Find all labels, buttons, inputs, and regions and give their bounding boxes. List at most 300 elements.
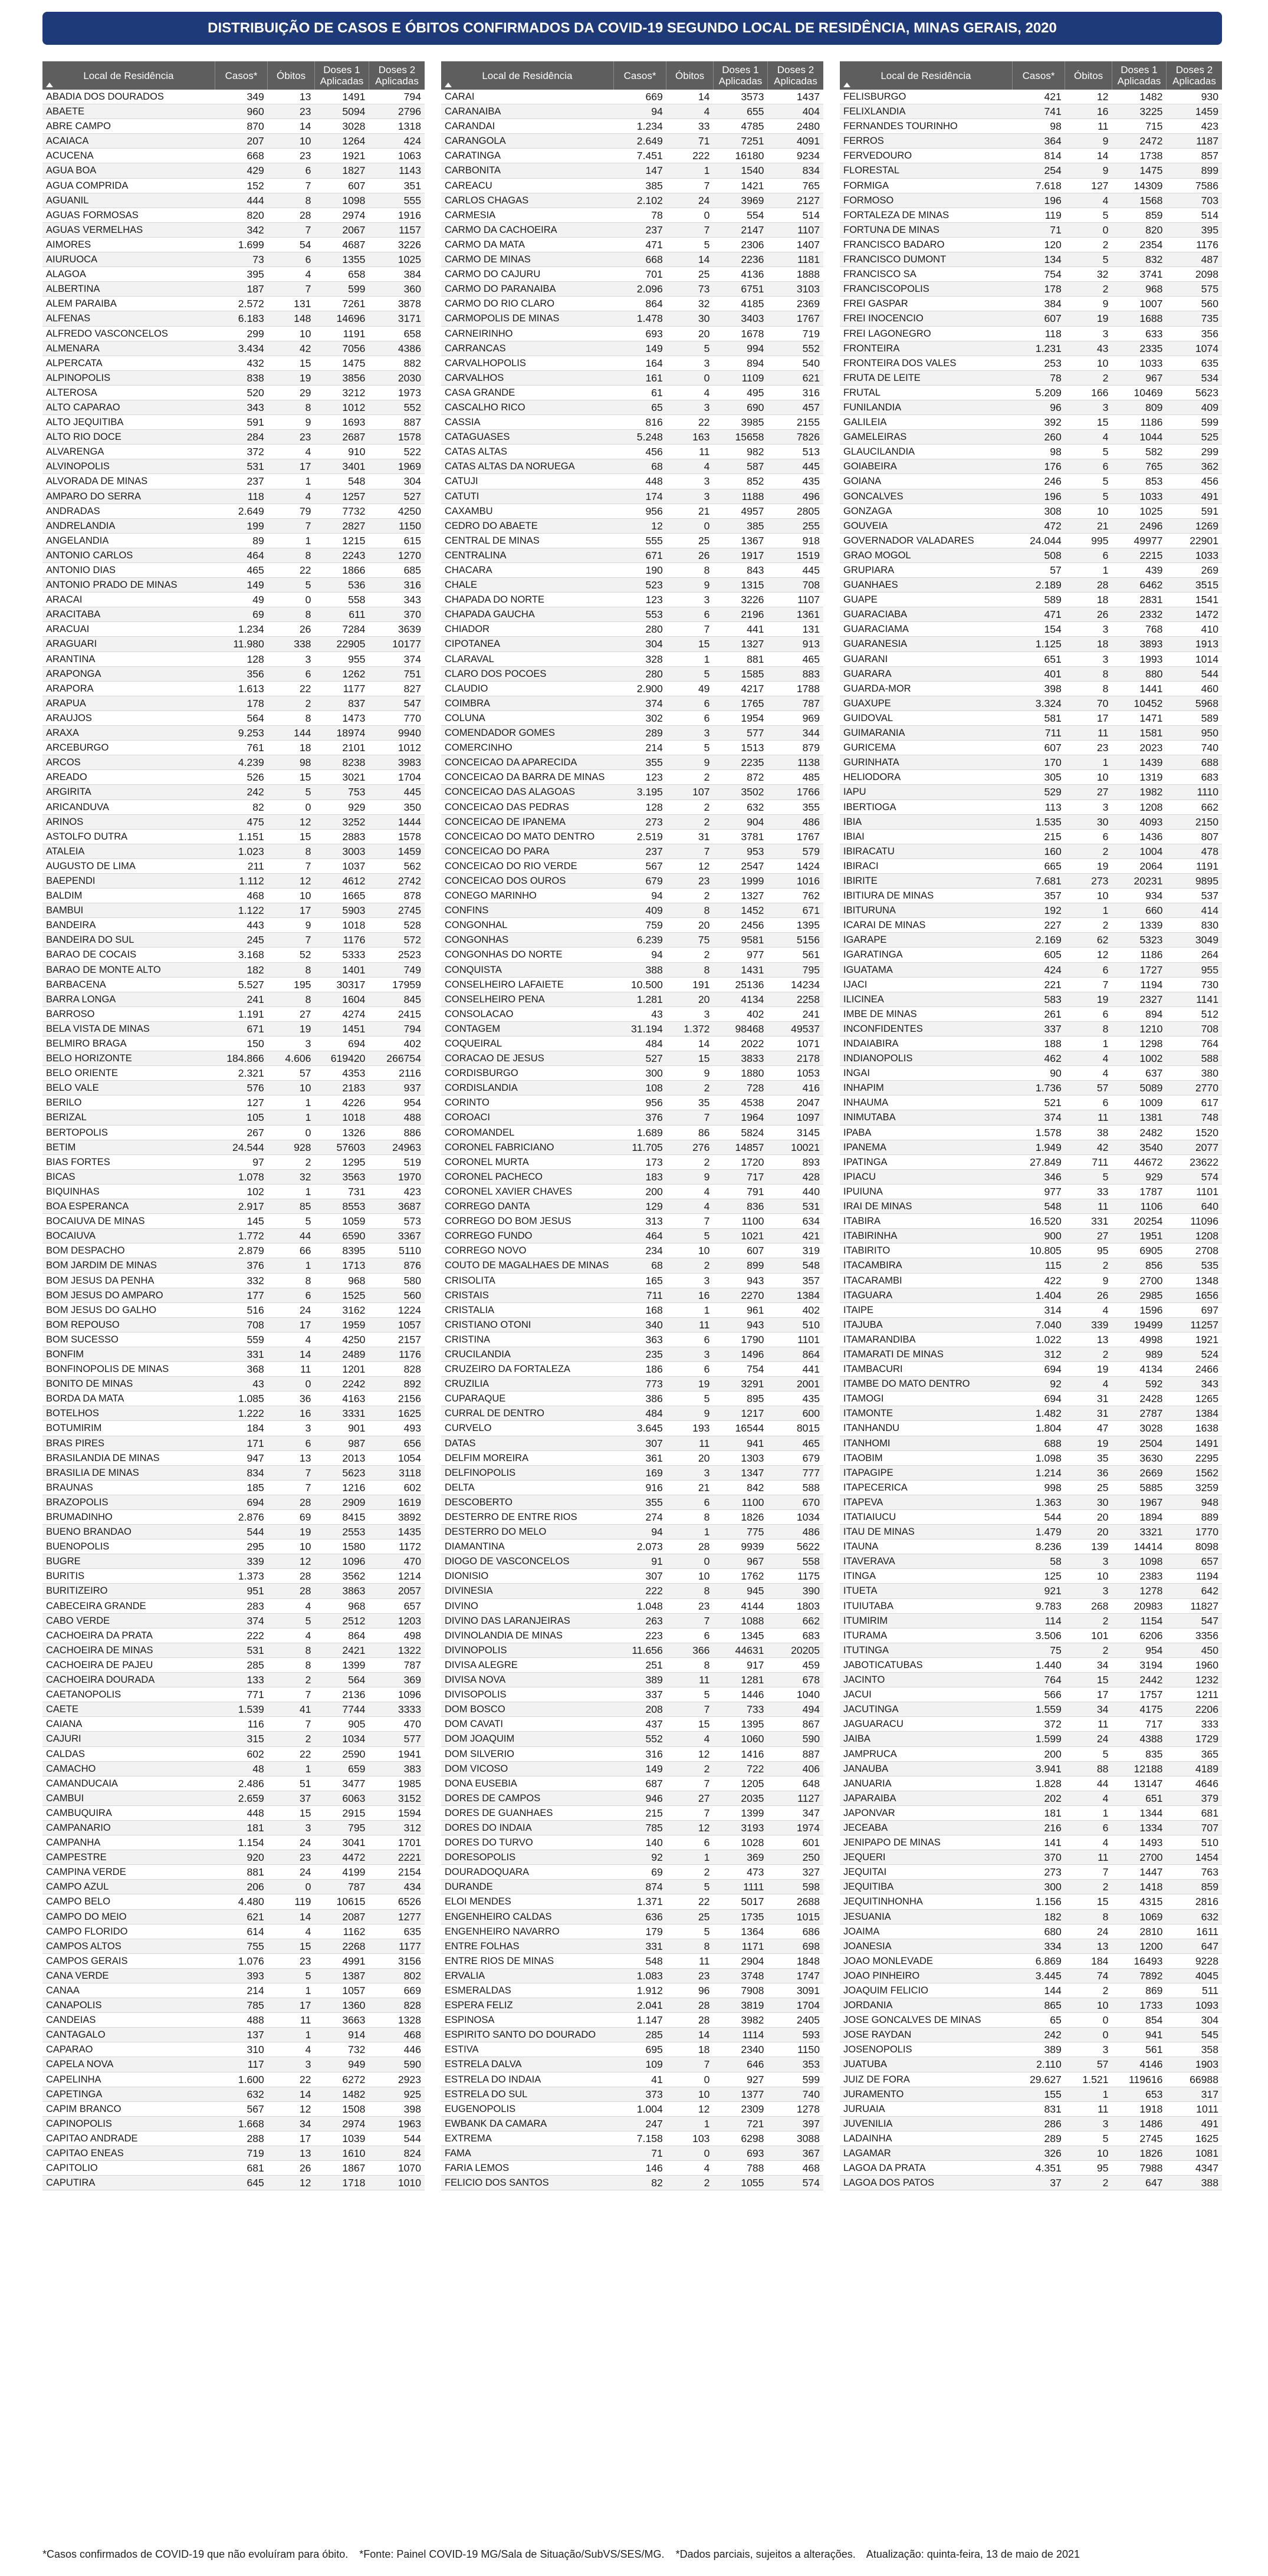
column-header[interactable] (441, 61, 613, 90)
deaths-cell: 2 (1065, 1983, 1112, 1998)
cases-cell: 680 (1012, 1924, 1065, 1939)
municipality-cell: ABADIA DOS DOURADOS (42, 90, 215, 104)
table-row (441, 1998, 823, 2013)
municipality-cell: GOVERNADOR VALADARES (840, 533, 1012, 548)
column-header[interactable]: Doses 1 Aplicadas (1112, 61, 1166, 90)
municipality-cell: COIMBRA (441, 696, 613, 710)
dose1-cell: 44672 (1112, 1154, 1166, 1169)
dose2-cell: 527 (369, 489, 425, 504)
deaths-cell: 3 (1065, 2042, 1112, 2057)
cases-cell: 5.527 (215, 977, 268, 992)
deaths-cell: 3 (268, 1820, 315, 1835)
dose1-cell: 6298 (713, 2131, 767, 2146)
column-header[interactable]: Doses 2 Aplicadas (369, 61, 425, 90)
dose1-cell: 1508 (314, 2101, 369, 2116)
dose1-cell: 2067 (314, 222, 369, 237)
dose1-cell: 16544 (713, 1421, 767, 1436)
municipality-cell: CLARAVAL (441, 652, 613, 666)
dose1-cell: 961 (713, 1302, 767, 1317)
cases-cell: 332 (215, 1273, 268, 1288)
cases-cell: 155 (1012, 2087, 1065, 2101)
table-row (42, 2161, 425, 2176)
cases-cell: 527 (613, 1051, 666, 1066)
cases-cell: 196 (1012, 193, 1065, 208)
sort-icon[interactable] (445, 83, 452, 87)
table-row (840, 326, 1222, 341)
dose2-cell: 369 (369, 1673, 425, 1687)
deaths-cell: 1 (666, 1302, 714, 1317)
cases-cell: 388 (613, 962, 666, 977)
municipality-cell: JOAO MONLEVADE (840, 1953, 1012, 1968)
footnote-partial: *Dados parciais, sujeitos a alterações. (675, 2548, 856, 2560)
deaths-cell: 2 (666, 770, 714, 785)
cases-cell: 334 (1012, 1939, 1065, 1953)
deaths-cell: 24 (666, 193, 714, 208)
deaths-cell: 5 (666, 1880, 714, 1894)
cases-cell: 464 (613, 1229, 666, 1243)
dose1-cell: 2496 (1112, 518, 1166, 533)
cases-cell: 299 (215, 326, 268, 341)
deaths-cell: 12 (666, 1746, 714, 1761)
municipality-cell: CACHOEIRA DE MINAS (42, 1643, 215, 1657)
deaths-cell: 131 (268, 297, 315, 311)
dose1-cell: 558 (314, 593, 369, 607)
municipality-cell: BUENOPOLIS (42, 1539, 215, 1554)
dose2-cell: 3639 (369, 622, 425, 637)
municipality-cell: BARROSO (42, 1006, 215, 1021)
deaths-cell: 6 (268, 1288, 315, 1302)
dose1-cell: 1278 (1112, 1584, 1166, 1598)
dose2-cell: 560 (369, 1288, 425, 1302)
deaths-cell: 1 (268, 1095, 315, 1110)
deaths-cell: 36 (268, 1391, 315, 1406)
deaths-cell: 9 (666, 578, 714, 593)
municipality-cell: CANTAGALO (42, 2028, 215, 2042)
cases-cell: 785 (613, 1820, 666, 1835)
table-row (840, 1051, 1222, 1066)
dose2-cell: 1767 (767, 829, 823, 844)
cases-cell: 552 (613, 1732, 666, 1746)
sort-icon[interactable] (843, 83, 850, 87)
table-row (42, 1746, 425, 1761)
dose2-cell: 593 (767, 2028, 823, 2042)
dose2-cell: 1054 (369, 1450, 425, 1465)
dose1-cell: 842 (713, 1480, 767, 1495)
municipality-cell: ARAPUA (42, 696, 215, 710)
dose2-cell: 402 (767, 1302, 823, 1317)
dose1-cell: 647 (1112, 2176, 1166, 2190)
deaths-cell: 339 (1065, 1317, 1112, 1332)
column-header[interactable]: Casos* (1012, 61, 1065, 90)
cases-cell: 1.363 (1012, 1495, 1065, 1509)
table-row (840, 1613, 1222, 1628)
municipality-cell: INDAIABIRA (840, 1037, 1012, 1051)
dose1-cell: 7908 (713, 1983, 767, 1998)
dose1-cell: 7988 (1112, 2161, 1166, 2176)
cases-cell: 37 (1012, 2176, 1065, 2190)
dose1-cell: 2087 (314, 1909, 369, 1924)
table-row (441, 1362, 823, 1377)
table-row (441, 1865, 823, 1880)
dose2-cell: 2178 (767, 1051, 823, 1066)
dose2-cell: 343 (369, 593, 425, 607)
municipality-cell: DESTERRO DE ENTRE RIOS (441, 1510, 613, 1525)
municipality-cell: HELIODORA (840, 770, 1012, 785)
deaths-cell: 366 (666, 1643, 714, 1657)
dose2-cell: 2523 (369, 948, 425, 962)
dose1-cell: 1339 (1112, 918, 1166, 933)
dose1-cell: 881 (713, 652, 767, 666)
dose2-cell: 304 (369, 474, 425, 489)
table-row (441, 1288, 823, 1302)
table-row (42, 710, 425, 725)
dose2-cell: 558 (767, 1554, 823, 1569)
cases-cell: 591 (215, 415, 268, 430)
dose1-cell: 1610 (314, 2146, 369, 2161)
deaths-cell: 3 (1065, 2116, 1112, 2131)
dose2-cell: 522 (369, 445, 425, 459)
dose1-cell: 955 (314, 652, 369, 666)
cases-cell: 182 (1012, 1909, 1065, 1924)
cases-cell: 221 (1012, 977, 1065, 992)
dose1-cell: 4785 (713, 119, 767, 134)
dose2-cell: 1194 (1166, 1569, 1222, 1584)
deaths-cell: 86 (666, 1125, 714, 1140)
deaths-cell: 3 (268, 2057, 315, 2072)
table-row (840, 962, 1222, 977)
municipality-cell: FREI INOCENCIO (840, 311, 1012, 326)
dose1-cell: 3663 (314, 2013, 369, 2028)
cases-cell: 11.705 (613, 1140, 666, 1154)
deaths-cell: 28 (268, 1495, 315, 1509)
dose1-cell: 2428 (1112, 1391, 1166, 1406)
municipality-cell: GALILEIA (840, 415, 1012, 430)
column-header[interactable]: Casos* (613, 61, 666, 90)
municipality-cell: IMBE DE MINAS (840, 1006, 1012, 1021)
cases-cell: 235 (613, 1347, 666, 1361)
dose2-cell: 2770 (1166, 1081, 1222, 1095)
cases-cell: 98 (1012, 119, 1065, 134)
deaths-cell: 2 (666, 1154, 714, 1169)
dose1-cell: 1367 (713, 533, 767, 548)
dose2-cell: 524 (1166, 1347, 1222, 1361)
cases-cell: 695 (613, 2042, 666, 2057)
municipality-cell: JACINTO (840, 1673, 1012, 1687)
cases-cell: 146 (613, 2161, 666, 2176)
dose2-cell: 3983 (369, 755, 425, 770)
cases-cell: 328 (613, 652, 666, 666)
dose1-cell: 25136 (713, 977, 767, 992)
cases-cell: 242 (1012, 2028, 1065, 2042)
deaths-cell: 8 (1065, 1909, 1112, 1924)
deaths-cell: 9 (1065, 163, 1112, 178)
municipality-cell: CONCEICAO DO RIO VERDE (441, 858, 613, 873)
dose2-cell: 356 (1166, 326, 1222, 341)
dose1-cell: 659 (314, 1761, 369, 1776)
deaths-cell: 5 (1065, 474, 1112, 489)
cases-cell: 834 (215, 1465, 268, 1480)
cases-cell: 2.096 (613, 282, 666, 297)
dose1-cell: 1191 (314, 326, 369, 341)
deaths-cell: 191 (666, 977, 714, 992)
cases-cell: 3.445 (1012, 1968, 1065, 1983)
table-row (441, 1761, 823, 1776)
dose2-cell: 23622 (1166, 1154, 1222, 1169)
deaths-cell: 12 (666, 858, 714, 873)
dose2-cell: 397 (767, 2116, 823, 2131)
cases-cell: 94 (613, 104, 666, 119)
table-row (42, 489, 425, 504)
municipality-cell: FRONTEIRA (840, 341, 1012, 356)
table-row (42, 652, 425, 666)
table-row (840, 607, 1222, 622)
table-row (840, 770, 1222, 785)
municipality-cell: AREADO (42, 770, 215, 785)
deaths-cell: 5 (268, 1968, 315, 1983)
dose2-cell: 5622 (767, 1539, 823, 1554)
table-row (840, 1865, 1222, 1880)
column-header[interactable]: Doses 2 Aplicadas (1166, 61, 1222, 90)
cases-cell: 2.649 (613, 134, 666, 149)
table-row (840, 652, 1222, 666)
municipality-cell: BELMIRO BRAGA (42, 1037, 215, 1051)
cases-cell: 864 (613, 297, 666, 311)
deaths-cell: 268 (1065, 1598, 1112, 1613)
deaths-cell: 20 (666, 326, 714, 341)
deaths-cell: 0 (666, 2072, 714, 2087)
column-header[interactable] (42, 61, 215, 90)
column-header[interactable] (840, 61, 1012, 90)
cases-cell: 2.649 (215, 504, 268, 518)
municipality-cell: JUIZ DE FORA (840, 2072, 1012, 2087)
table-row (42, 1347, 425, 1361)
table-row (42, 1687, 425, 1702)
table-row (840, 1761, 1222, 1776)
dose2-cell: 367 (767, 2146, 823, 2161)
municipality-cell: JEQUITAI (840, 1865, 1012, 1880)
deaths-cell: 8 (268, 193, 315, 208)
municipality-cell: JENIPAPO DE MINAS (840, 1835, 1012, 1850)
table-row (840, 1214, 1222, 1229)
municipality-cell: GUIDOVAL (840, 710, 1012, 725)
dose2-cell: 1157 (369, 222, 425, 237)
dose1-cell: 1738 (1112, 149, 1166, 163)
deaths-cell: 13 (268, 90, 315, 104)
deaths-cell: 21 (1065, 518, 1112, 533)
cases-cell: 178 (215, 696, 268, 710)
table-row (840, 193, 1222, 208)
dose1-cell: 2064 (1112, 858, 1166, 873)
column-header[interactable]: Doses 1 Aplicadas (314, 61, 369, 90)
deaths-cell: 2 (1065, 1643, 1112, 1657)
cases-cell: 288 (215, 2131, 268, 2146)
table-row (840, 489, 1222, 504)
dose2-cell: 478 (1166, 844, 1222, 858)
dose2-cell: 333 (1166, 1717, 1222, 1732)
cases-cell: 215 (613, 1805, 666, 1820)
table-row (840, 1657, 1222, 1672)
table-row (840, 267, 1222, 282)
table-row (441, 415, 823, 430)
dose1-cell: 4144 (713, 1598, 767, 1613)
cases-cell: 202 (1012, 1791, 1065, 1805)
deaths-cell: 6 (666, 1362, 714, 1377)
table-row (840, 1006, 1222, 1021)
cases-cell: 605 (1012, 948, 1065, 962)
dose1-cell: 2013 (314, 1450, 369, 1465)
table-row (840, 1377, 1222, 1391)
cases-cell: 632 (215, 2087, 268, 2101)
cases-cell: 665 (1012, 858, 1065, 873)
cases-cell: 116 (215, 1717, 268, 1732)
table-row (840, 1095, 1222, 1110)
cases-cell: 182 (215, 962, 268, 977)
table-row (840, 1406, 1222, 1421)
table-row (42, 326, 425, 341)
dose2-cell: 548 (767, 1258, 823, 1273)
municipality-cell: FRANCISCO SA (840, 267, 1012, 282)
deaths-cell: 4 (666, 385, 714, 400)
municipality-cell: IGARATINGA (840, 948, 1012, 962)
column-header[interactable]: Casos* (215, 61, 268, 90)
table-row (840, 785, 1222, 800)
table-row (441, 267, 823, 282)
cases-cell: 48 (215, 1761, 268, 1776)
cases-cell: 152 (215, 178, 268, 193)
municipality-cell: BONFINOPOLIS DE MINAS (42, 1362, 215, 1377)
cases-cell: 544 (1012, 1510, 1065, 1525)
municipality-cell: CAMPESTRE (42, 1850, 215, 1865)
dose1-cell: 1039 (314, 2131, 369, 2146)
cases-cell: 559 (215, 1332, 268, 1347)
table-row (42, 1865, 425, 1880)
dose2-cell: 5110 (369, 1243, 425, 1258)
cases-cell: 374 (215, 1613, 268, 1628)
cases-cell: 392 (1012, 415, 1065, 430)
column-header[interactable]: Doses 2 Aplicadas (767, 61, 823, 90)
municipality-cell: COMERCINHO (441, 741, 613, 755)
municipality-cell: BARAO DE COCAIS (42, 948, 215, 962)
deaths-cell: 1 (1065, 1037, 1112, 1051)
table-row (42, 1584, 425, 1598)
table-row (840, 977, 1222, 992)
cases-cell: 956 (613, 1095, 666, 1110)
dose1-cell: 949 (314, 2057, 369, 2072)
dose1-cell: 1718 (314, 2176, 369, 2190)
dose1-cell: 1069 (1112, 1909, 1166, 1924)
dose2-cell: 49537 (767, 1021, 823, 1036)
cases-cell: 1.613 (215, 681, 268, 696)
dose1-cell: 6063 (314, 1791, 369, 1805)
municipality-cell: DELTA (441, 1480, 613, 1495)
table-row (441, 637, 823, 652)
dose2-cell: 2057 (369, 1584, 425, 1598)
deaths-cell: 0 (1065, 2028, 1112, 2042)
municipality-cell: DOM VICOSO (441, 1761, 613, 1776)
table-row (42, 1569, 425, 1584)
municipality-cell: FRONTEIRA DOS VALES (840, 356, 1012, 370)
table-row (840, 889, 1222, 903)
cases-cell: 188 (1012, 1037, 1065, 1051)
municipality-cell: JOSE RAYDAN (840, 2028, 1012, 2042)
dose2-cell: 1096 (369, 1687, 425, 1702)
dose2-cell: 555 (369, 193, 425, 208)
table-row (441, 518, 823, 533)
deaths-cell: 25 (1065, 1480, 1112, 1495)
dose1-cell: 968 (1112, 282, 1166, 297)
table-row (42, 370, 425, 385)
sort-icon[interactable] (46, 83, 53, 87)
deaths-cell: 5 (666, 1687, 714, 1702)
dose2-cell: 1071 (767, 1037, 823, 1051)
column-header[interactable]: Óbitos (1065, 61, 1112, 90)
table-row (42, 163, 425, 178)
deaths-cell: 22 (268, 681, 315, 696)
municipality-cell: ALVARENGA (42, 445, 215, 459)
deaths-cell: 11 (1065, 1110, 1112, 1125)
dose2-cell: 8015 (767, 1421, 823, 1436)
cases-cell: 289 (613, 726, 666, 741)
dose2-cell: 2127 (767, 193, 823, 208)
dose2-cell: 470 (369, 1717, 425, 1732)
table-row (840, 666, 1222, 681)
deaths-cell: 11 (268, 2013, 315, 2028)
municipality-cell: AGUA COMPRIDA (42, 178, 215, 193)
deaths-cell: 20 (666, 918, 714, 933)
dose2-cell: 514 (767, 208, 823, 222)
table-row (441, 1687, 823, 1702)
dose1-cell: 4175 (1112, 1702, 1166, 1717)
dose2-cell: 24963 (369, 1140, 425, 1154)
municipality-cell: FERVEDOURO (840, 149, 1012, 163)
deaths-cell: 6 (1065, 962, 1112, 977)
dose2-cell: 11257 (1166, 1317, 1222, 1332)
deaths-cell: 14 (666, 252, 714, 267)
dose1-cell: 1757 (1112, 1687, 1166, 1702)
dose1-cell: 1018 (314, 918, 369, 933)
municipality-cell: CAPITOLIO (42, 2161, 215, 2176)
column-header[interactable]: Óbitos (666, 61, 714, 90)
dose1-cell: 967 (1112, 370, 1166, 385)
deaths-cell: 19 (1065, 311, 1112, 326)
dose1-cell: 2985 (1112, 1288, 1166, 1302)
table-row (441, 814, 823, 829)
deaths-cell: 15 (666, 1717, 714, 1732)
column-header[interactable]: Óbitos (268, 61, 315, 90)
cases-cell: 464 (215, 548, 268, 562)
dose2-cell: 350 (369, 800, 425, 814)
cases-cell: 681 (215, 2161, 268, 2176)
deaths-cell: 9 (1065, 1273, 1112, 1288)
dose2-cell: 2742 (369, 873, 425, 888)
deaths-cell: 1 (268, 1258, 315, 1273)
table-row (840, 1584, 1222, 1598)
deaths-cell: 3 (268, 1037, 315, 1051)
dose2-cell: 2258 (767, 992, 823, 1006)
table-row (441, 710, 823, 725)
deaths-cell: 2 (666, 1761, 714, 1776)
column-header[interactable]: Doses 1 Aplicadas (713, 61, 767, 90)
municipality-cell: CRISTIANO OTONI (441, 1317, 613, 1332)
dose1-cell: 927 (713, 2072, 767, 2087)
dose2-cell: 544 (369, 2131, 425, 2146)
dose1-cell: 5824 (713, 1125, 767, 1140)
table-row (441, 1613, 823, 1628)
cases-cell: 90 (1012, 1066, 1065, 1081)
deaths-cell: 6 (268, 252, 315, 267)
table-row (840, 1702, 1222, 1717)
table-row (42, 1450, 425, 1465)
